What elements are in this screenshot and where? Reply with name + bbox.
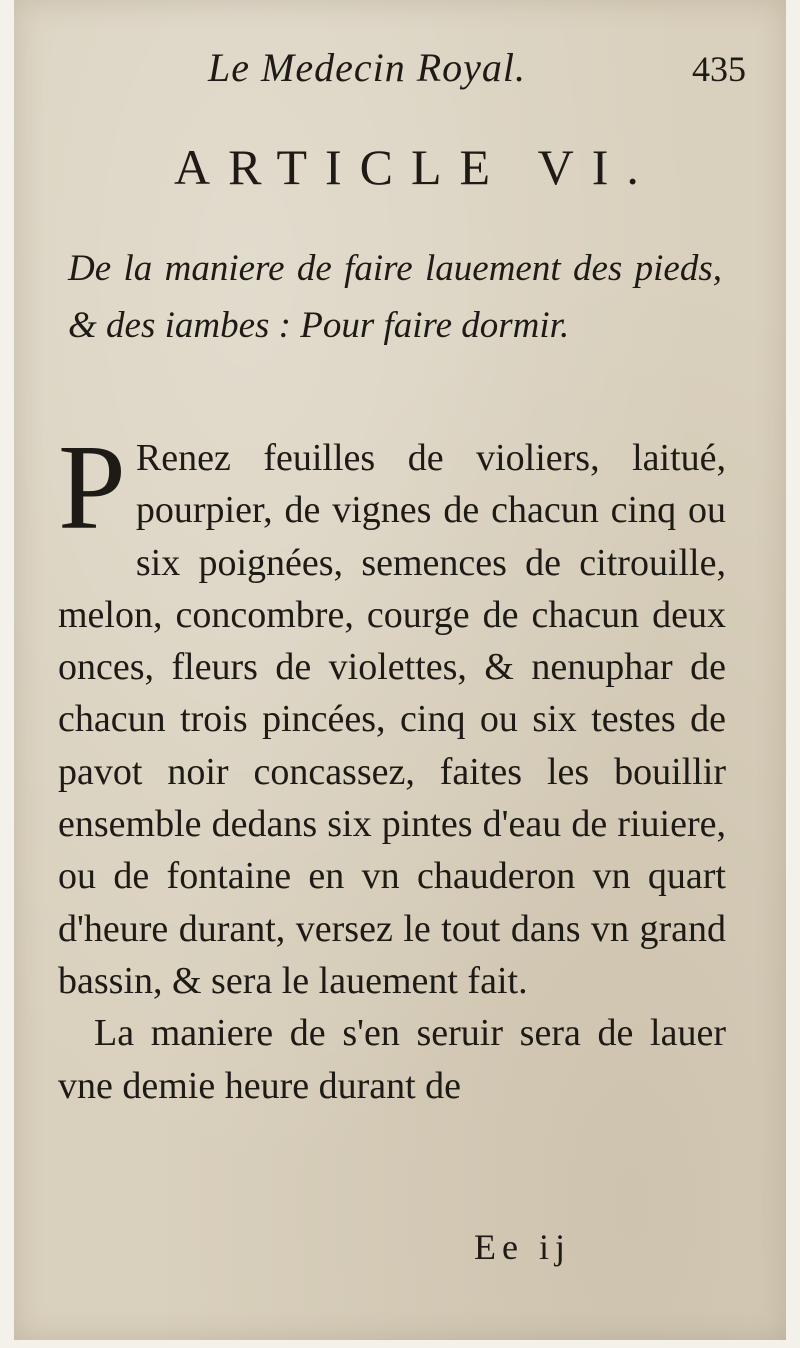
article-subtitle: De la maniere de faire lauement des pieds, & des iambes : Pour faire dormir. [68, 248, 722, 346]
signature-mark: Ee ij [474, 1227, 571, 1267]
article-heading: ARTICLE VI. [174, 139, 657, 195]
paragraph-2: La maniere de s'en seruir sera de lauer vne demie heure durant de [58, 1012, 726, 1107]
book-page [14, 0, 786, 1340]
running-title: Le Medecin Royal. [208, 45, 526, 90]
paragraph-1 [58, 420, 726, 1007]
article-body [58, 420, 726, 1112]
page-header [14, 44, 786, 104]
page-number: 435 [692, 49, 746, 89]
drop-cap: P [58, 420, 126, 555]
paragraph-1-text: Renez feuilles de violiers, laitué, pourpier, de vignes de chacun cinq ou six poignées, semences de citrouille, melon, concombre, courge de chacun deux onces, fleurs de violettes, & nenuphar de chacun trois pincées, cinq ou six testes de pavot noir concassez, faites les bouillir ensemble dedans six pintes d'eau de riuiere, ou de fontaine en vn chauderon vn quart d'heure durant, versez le tout dans vn grand bassin, & sera le lauement fait. [58, 437, 726, 1002]
